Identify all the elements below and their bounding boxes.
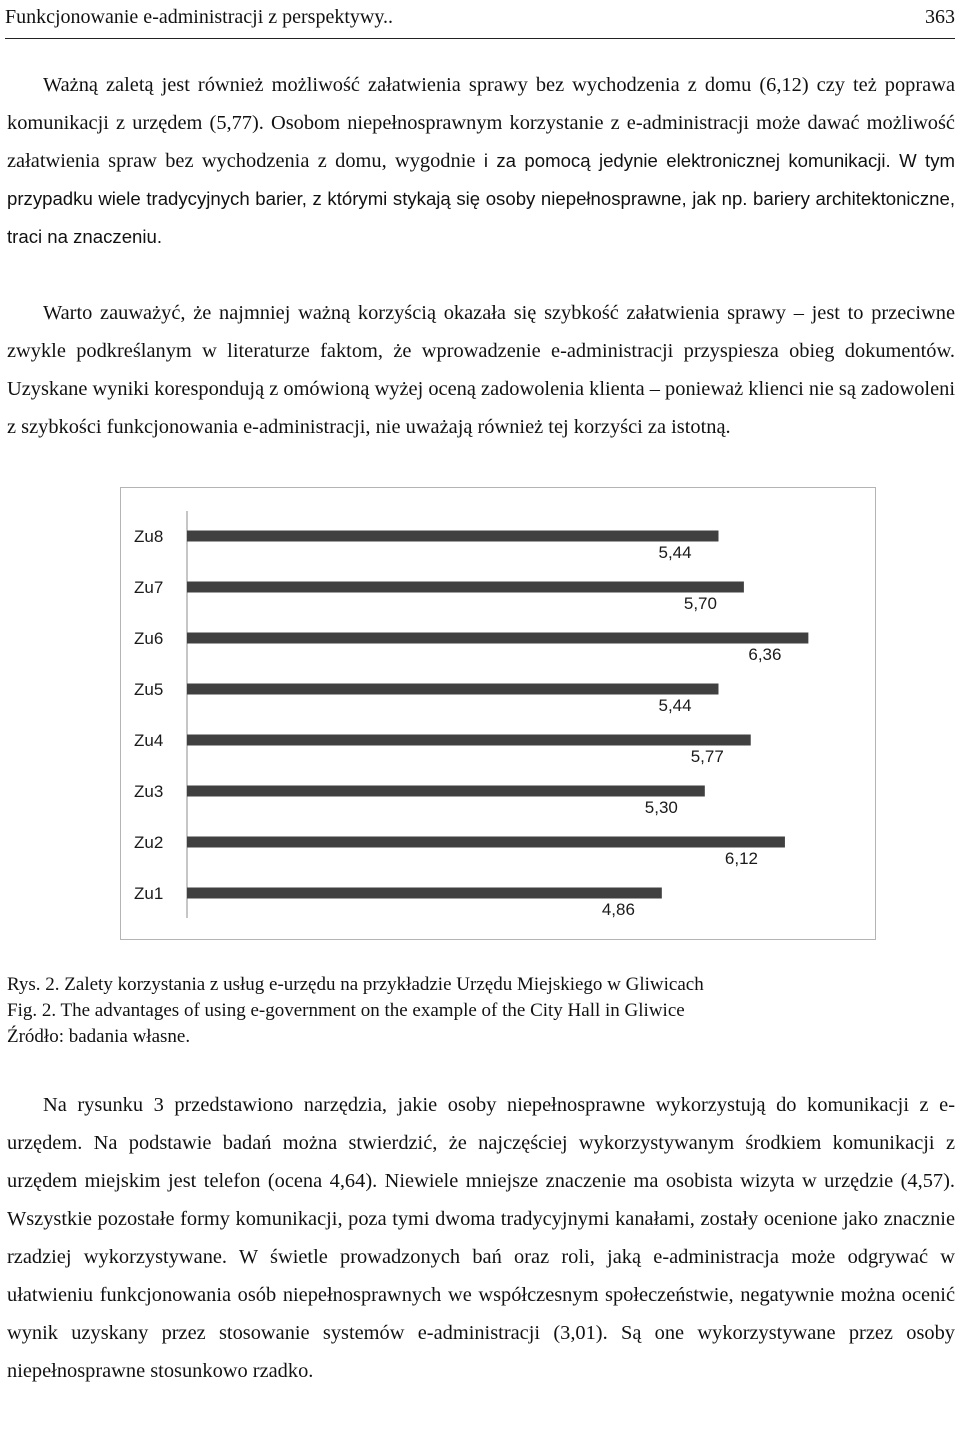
data-label: 5,44 [658, 543, 692, 562]
paragraph-benefits [7, 66, 955, 256]
category-label: Zu2 [134, 833, 164, 852]
data-label: 4,86 [601, 900, 635, 919]
paragraph-benefits-part-2: i za pomocą jedynie elektronicznej komunikacji. W tym przypadku wiele tradycyjnych barier, z którymi stykają się osoby niepełnosprawne, jak np. bariery architektoniczne, traci na znaczeniu. [7, 150, 955, 247]
running-header [5, 2, 955, 39]
page-number: 363 [925, 6, 955, 28]
data-label: 5,70 [683, 594, 717, 613]
figure-caption-en: Fig. 2. The advantages of using e-government on the example of the City Hall in Gliwice [7, 1000, 685, 1021]
bar-zu4 [187, 735, 751, 746]
paragraph-benefits-part-1: Ważną zaletą jest również możliwość załatwienia sprawy bez wychodzenia z domu (6,12) czy też poprawa komunikacji z urzędem (5,77). Osobom niepełnosprawnym korzystanie z e-administracji może dawać możliwość załatwienia spraw bez wychodzenia z domu, wygodnie [7, 74, 955, 172]
bar-zu3 [187, 786, 705, 797]
paragraph-communication-tools: Na rysunku 3 przedstawiono narzędzia, jakie osoby niepełnosprawne wykorzystują do komunikacji z e-urzędem. Na podstawie badań można stwierdzić, że najczęściej wykorzystywanym środkiem komunikacji z urzędem miejskim jest telefon (ocena 4,64). Niewiele mniejsze znaczenie ma osobista wizyta w urzędzie (4,57). Wszystkie pozostałe formy komunikacji, poza tymi dwoma tradycyjnymi kanałami, zostały ocenione jako znacznie rzadziej wykorzystywane. W świetle prowadzonych bań oraz roli, jaką e-administracja może odgrywać w ułatwieniu funkcjonowania osób niepełnosprawnych we współczesnym społeczeństwie, negatywnie można ocenić wynik uzyskany przez stosowanie systemów e-administracji (3,01). Są one wykorzystywane przez osoby niepełnosprawne stosunkowo rzadko. [7, 1094, 955, 1382]
figure-caption-pl: Rys. 2. Zalety korzystania z usług e-urzędu na przykładzie Urzędu Miejskiego w Gliwicach [7, 974, 704, 995]
bar-chart-svg [121, 488, 875, 939]
data-label: 5,77 [690, 747, 724, 766]
category-label: Zu1 [134, 884, 164, 903]
category-label: Zu5 [134, 680, 164, 699]
bar-zu2 [187, 837, 785, 848]
data-label: 6,12 [724, 849, 759, 868]
bar-zu1 [187, 888, 662, 899]
running-header-title: Funkcjonowanie e-administracji z perspektywy.. [5, 6, 394, 28]
bar-zu8 [187, 531, 718, 542]
category-label: Zu3 [134, 782, 164, 801]
figure-source: Źródło: badania własne. [7, 1026, 191, 1047]
category-label: Zu8 [134, 527, 164, 546]
category-label: Zu7 [134, 578, 164, 597]
paragraph-speed: Warto zauważyć, że najmniej ważną korzyścią okazała się szybkość załatwienia sprawy – jest to przeciwne zwykle podkreślanym w literaturze faktom, że wprowadzenie e-administracji przyspiesza obieg dokumentów. Uzyskane wyniki korespondują z omówioną wyżej oceną zadowolenia klienta – ponieważ klienci nie są zadowoleni z szybkości funkcjonowania e-administracji, nie uważają również tej korzyści za istotną. [7, 302, 955, 438]
category-label: Zu4 [134, 731, 164, 750]
data-label: 5,44 [658, 696, 692, 715]
data-label: 5,30 [644, 798, 678, 817]
category-label: Zu6 [134, 629, 164, 648]
data-label: 6,36 [748, 645, 782, 664]
bar-zu7 [187, 582, 744, 593]
bar-chart [120, 487, 876, 940]
bar-zu6 [187, 633, 808, 644]
bar-zu5 [187, 684, 718, 695]
